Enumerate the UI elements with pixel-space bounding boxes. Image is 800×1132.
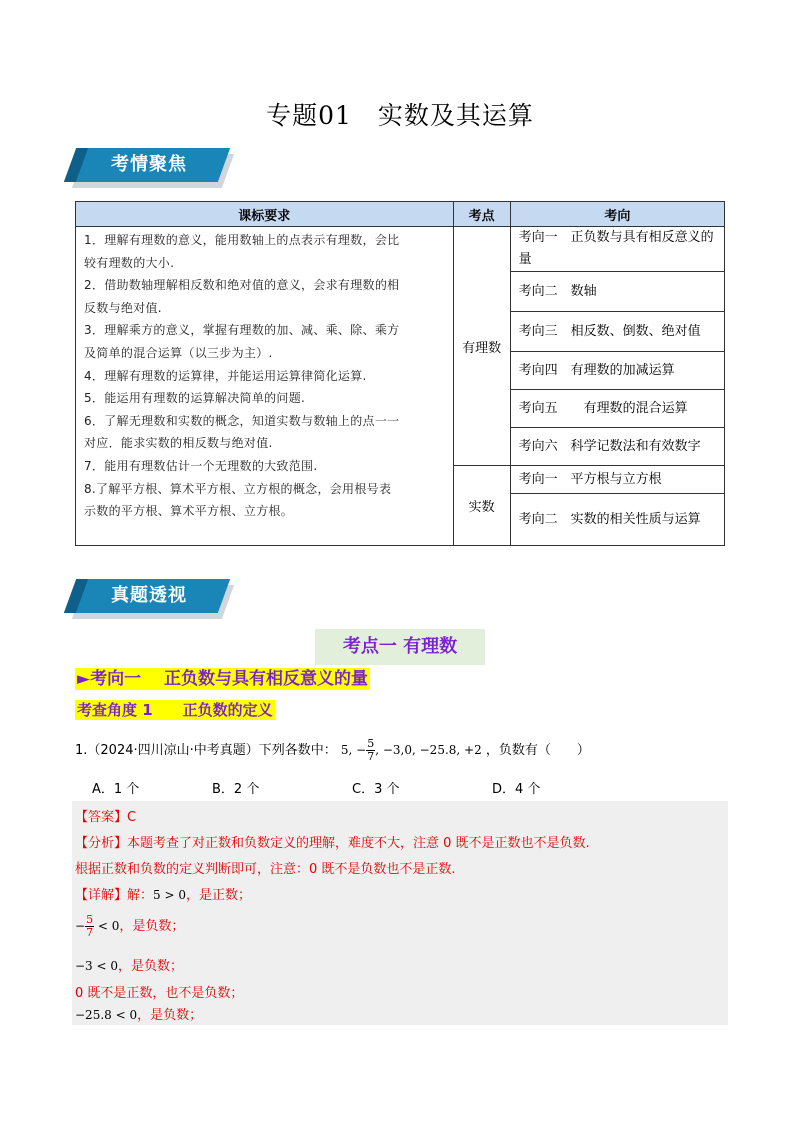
question-prefix: 1.（2024·四川凉山·中考真题）下列各数中： (75, 743, 337, 758)
requirement-line: 6．了解无理数和实数的概念，知道实数与数轴上的点一一 (84, 413, 400, 428)
direction-item: 考向三 相反数、倒数、绝对值 (510, 312, 724, 352)
page-title: 专题01 实数及其运算 (266, 101, 534, 130)
point-rational: 有理数 (453, 227, 510, 466)
table-header-points: 考点 (453, 202, 510, 227)
detail-line-1 (75, 884, 251, 903)
requirement-line: 1．理解有理数的意义，能用数轴上的点表示有理数，会比 (84, 233, 400, 247)
question-stem (75, 738, 590, 763)
requirement-line: 3．理解乘方的意义，掌握有理数的加、减、乘、除、乘方 (84, 323, 400, 338)
point-real: 实数 (453, 466, 510, 546)
question-expr-a: 5, − (340, 743, 367, 757)
table-header-requirements: 课标要求 (76, 202, 454, 227)
requirement-line: 对应．能求实数的相反数与绝对值. (84, 436, 273, 451)
detail-math-1: 5 > 0 (153, 888, 186, 902)
curriculum-table (75, 201, 725, 546)
detail-line-3 (75, 955, 183, 974)
fraction-denominator: 7 (367, 750, 375, 763)
requirement-line: 较有理数的大小. (84, 255, 175, 270)
detail-text-1: ，是正数； (185, 888, 251, 903)
detail-line-4: 0 既不是正数，也不是负数； (75, 986, 244, 1001)
requirement-line: 8.了解平方根、算术平方根、立方根的概念，会用根号表 (84, 481, 392, 496)
fraction-denominator: 7 (86, 926, 94, 939)
detail-math-5: −25.8 < 0 (75, 1008, 138, 1022)
option-c[interactable]: C．3 个 (352, 782, 400, 797)
detail-line-5 (75, 1004, 202, 1023)
direction-item: 考向一 正负数与具有相反意义的量 (510, 227, 724, 272)
option-a[interactable]: A．1 个 (92, 782, 140, 797)
direction-item: 考向二 数轴 (510, 272, 724, 312)
detail-text-2: ，是负数； (119, 919, 185, 934)
detail-fraction (85, 914, 94, 939)
direction-item: 考向四 有理数的加减运算 (510, 352, 724, 390)
option-d[interactable]: D．4 个 (492, 782, 541, 797)
requirement-line: 7．能用有理数估计一个无理数的大致范围. (84, 458, 318, 473)
fraction-numerator: 5 (367, 737, 375, 750)
detail-text-5: ，是负数； (137, 1008, 203, 1023)
table-header-directions: 考向 (510, 202, 724, 227)
kaodian-heading: 考点一 有理数 (315, 629, 485, 665)
question-suffix: ，负数有（ ） (485, 743, 590, 758)
option-b[interactable]: B．2 个 (212, 782, 260, 797)
requirement-line: 反数与绝对值. (84, 300, 162, 315)
angle-heading: 考查角度 1 正负数的定义 (77, 701, 273, 719)
direction-item: 考向二 实数的相关性质与运算 (510, 494, 724, 546)
requirement-line: 4．理解有理数的运算律，并能运用运算律简化运算. (84, 368, 367, 383)
section-banner-kaoqing (74, 148, 232, 188)
analysis-line: 【分析】本题考查了对正数和负数定义的理解，难度不大，注意 0 既不是正数也不是负数. (75, 836, 590, 851)
banner-label: 真题透视 (111, 585, 187, 606)
requirement-line: 示数的平方根、算术平方根、立方根。 (84, 504, 294, 519)
analysis-line-2: 根据正数和负数的定义判断即可，注意：0 既不是负数也不是正数. (75, 862, 456, 877)
detail-line-2 (75, 914, 184, 939)
requirement-line: 5．能运用有理数的运算解决简单的问题. (84, 391, 306, 406)
direction-item: 考向六 科学记数法和有效数字 (510, 428, 724, 466)
direction-item: 考向五 有理数的混合运算 (510, 390, 724, 428)
requirement-line: 及简单的混合运算（以三步为主）. (84, 345, 273, 360)
direction-heading: ►考向一 正负数与具有相反意义的量 (77, 669, 368, 689)
answer-line: 【答案】C (75, 810, 137, 825)
question-fraction (366, 738, 375, 763)
question-expr-b: , −3,0, −25.8, +2 (375, 743, 482, 757)
detail-math-3: −3 < 0 (75, 959, 119, 973)
requirement-line: 2．借助数轴理解相反数和绝对值的意义，会求有理数的相 (84, 278, 400, 293)
requirements-cell (76, 227, 454, 546)
detail-label: 【详解】解： (75, 888, 154, 903)
minus-sign: − (75, 919, 86, 933)
fraction-numerator: 5 (86, 913, 94, 926)
direction-item: 考向一 平方根与立方根 (510, 466, 724, 494)
detail-text-3: ，是负数； (118, 959, 184, 974)
banner-label: 考情聚焦 (111, 154, 187, 175)
section-banner-zhenti (74, 579, 232, 619)
detail-math-2: < 0 (94, 919, 120, 933)
